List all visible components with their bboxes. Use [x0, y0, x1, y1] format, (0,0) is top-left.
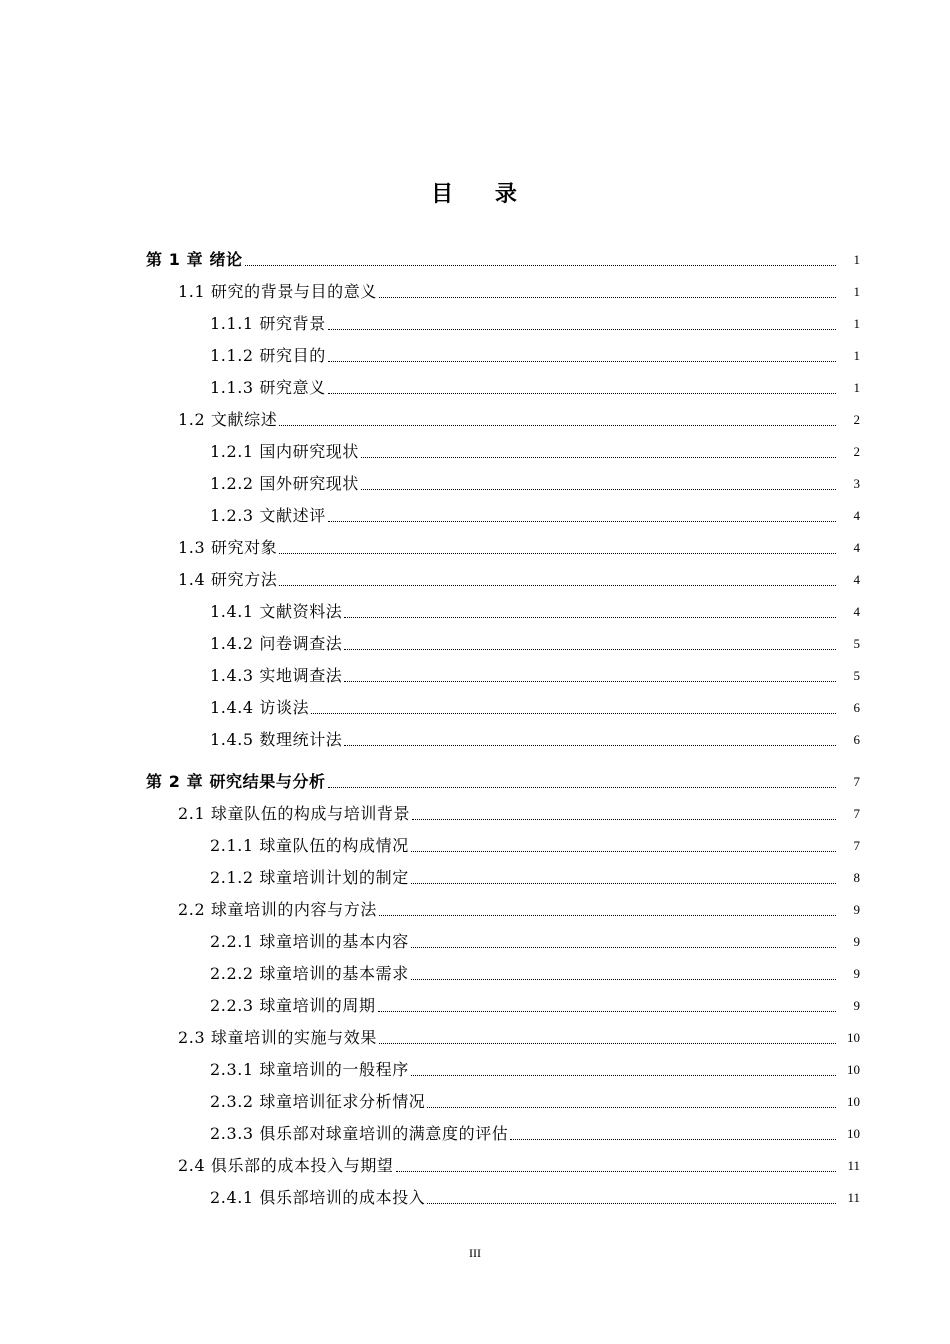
toc-entry[interactable]: [0, 958, 950, 990]
toc-entry[interactable]: [0, 372, 950, 404]
toc-entry-page: 4: [853, 604, 860, 619]
toc-entry-page: 9: [853, 966, 860, 981]
toc-entry-page: 8: [853, 870, 860, 885]
toc-entry-title: 第 1 章 绪论: [146, 250, 243, 269]
dot-leader: [378, 1011, 836, 1012]
toc-entry-title: 2.4.1 俱乐部培训的成本投入: [210, 1188, 426, 1207]
dot-leader: [279, 425, 836, 426]
toc-entry-title: 2.1.1 球童队伍的构成情况: [210, 836, 409, 855]
toc-entry-title: 1.2.2 国外研究现状: [210, 474, 359, 493]
dot-leader: [427, 1203, 836, 1204]
toc-entry[interactable]: [0, 830, 950, 862]
toc-entry-page: 10: [847, 1062, 860, 1077]
toc-entry-title: 2.2 球童培训的内容与方法: [178, 900, 377, 919]
toc-entry[interactable]: [0, 340, 950, 372]
toc-entry[interactable]: [0, 798, 950, 830]
toc-entry[interactable]: [0, 404, 950, 436]
dot-leader: [510, 1139, 836, 1140]
toc-entry[interactable]: [0, 628, 950, 660]
toc-entry-page: 1: [853, 252, 860, 267]
toc-entry[interactable]: [0, 276, 950, 308]
toc-title: 目 录: [431, 182, 519, 207]
dot-leader: [311, 713, 836, 714]
toc-entry-title: 2.2.3 球童培训的周期: [210, 996, 376, 1015]
dot-leader: [344, 745, 836, 746]
toc-entry[interactable]: [0, 468, 950, 500]
toc-entry-title: 1.1.3 研究意义: [210, 378, 326, 397]
toc-entry-page: 11: [847, 1190, 860, 1205]
toc-entry-title: 2.2.2 球童培训的基本需求: [210, 964, 409, 983]
toc-entry-title: 1.4.4 访谈法: [210, 698, 310, 717]
toc-entry[interactable]: [0, 1054, 950, 1086]
toc-entry[interactable]: [0, 1182, 950, 1214]
toc-entry-title: 1.4.3 实地调查法: [210, 666, 343, 685]
toc-entry[interactable]: [0, 1150, 950, 1182]
toc-entry-page: 4: [853, 508, 860, 523]
toc-entry-page: 11: [847, 1158, 860, 1173]
dot-leader: [411, 883, 836, 884]
dot-leader: [411, 851, 836, 852]
toc-entry[interactable]: [0, 308, 950, 340]
dot-leader: [361, 457, 836, 458]
toc-entry-page: 9: [853, 934, 860, 949]
toc-entry-page: 2: [853, 412, 860, 427]
dot-leader: [396, 1171, 836, 1172]
toc-entry-page: 1: [853, 284, 860, 299]
toc-entry-page: 7: [853, 774, 860, 789]
dot-leader: [344, 681, 836, 682]
toc-entry-page: 10: [847, 1030, 860, 1045]
dot-leader: [279, 553, 836, 554]
toc-entry-title: 1.3 研究对象: [178, 538, 278, 557]
toc-entry-page: 6: [853, 700, 860, 715]
toc-entry-title: 2.3.3 俱乐部对球童培训的满意度的评估: [210, 1124, 509, 1143]
toc-entry-title: 2.3.1 球童培训的一般程序: [210, 1060, 409, 1079]
dot-leader: [411, 1075, 836, 1076]
toc-entry-page: 4: [853, 572, 860, 587]
dot-leader: [279, 585, 836, 586]
toc-entry-title: 2.1.2 球童培训计划的制定: [210, 868, 409, 887]
toc-entry-title: 1.2.1 国内研究现状: [210, 442, 359, 461]
toc-entry-page: 4: [853, 540, 860, 555]
dot-leader: [412, 819, 836, 820]
toc-entry-page: 9: [853, 902, 860, 917]
dot-leader: [361, 489, 836, 490]
dot-leader: [344, 649, 836, 650]
dot-leader: [344, 617, 836, 618]
toc-entry-page: 9: [853, 998, 860, 1013]
dot-leader: [328, 329, 836, 330]
toc-entry[interactable]: [0, 436, 950, 468]
toc-entry-page: 2: [853, 444, 860, 459]
toc-entry-title: 1.4.1 文献资料法: [210, 602, 343, 621]
toc-entry-title: 1.1.1 研究背景: [210, 314, 326, 333]
toc-entry[interactable]: [0, 1022, 950, 1054]
toc-entry-title: 1.1 研究的背景与目的意义: [178, 282, 377, 301]
toc-entry-page: 10: [847, 1094, 860, 1109]
dot-leader: [379, 915, 836, 916]
page-number: III: [469, 1246, 481, 1260]
toc-entry-title: 2.4 俱乐部的成本投入与期望: [178, 1156, 394, 1175]
dot-leader: [411, 979, 836, 980]
toc-entry[interactable]: [0, 660, 950, 692]
toc-entry-page: 1: [853, 348, 860, 363]
toc-entry[interactable]: [0, 532, 950, 564]
toc-chapter-entry[interactable]: [0, 766, 950, 798]
toc-chapter-entry[interactable]: [0, 244, 950, 276]
toc-entry[interactable]: [0, 1118, 950, 1150]
toc-entry-title: 2.2.1 球童培训的基本内容: [210, 932, 409, 951]
toc-entry-page: 1: [853, 316, 860, 331]
dot-leader: [379, 297, 836, 298]
toc-entry-title: 1.2.3 文献述评: [210, 506, 326, 525]
toc-entry-page: 7: [853, 838, 860, 853]
toc-entry-page: 6: [853, 732, 860, 747]
toc-entry-title: 第 2 章 研究结果与分析: [146, 772, 326, 791]
toc-entry-title: 1.4.5 数理统计法: [210, 730, 343, 749]
toc-entry-title: 2.3.2 球童培训征求分析情况: [210, 1092, 426, 1111]
toc-entry[interactable]: [0, 862, 950, 894]
toc-entry[interactable]: [0, 500, 950, 532]
toc-entry[interactable]: [0, 564, 950, 596]
toc-entry-page: 3: [853, 476, 860, 491]
dot-leader: [328, 521, 836, 522]
toc-entry-page: 1: [853, 380, 860, 395]
table-of-contents: [0, 244, 950, 1214]
toc-entry[interactable]: [0, 894, 950, 926]
toc-entry-page: 5: [853, 668, 860, 683]
toc-entry-title: 1.2 文献综述: [178, 410, 278, 429]
toc-entry-page: 7: [853, 806, 860, 821]
toc-entry[interactable]: [0, 990, 950, 1022]
toc-entry-title: 1.1.2 研究目的: [210, 346, 326, 365]
dot-leader: [328, 361, 836, 362]
toc-entry-title: 1.4.2 问卷调查法: [210, 634, 343, 653]
toc-entry-title: 1.4 研究方法: [178, 570, 278, 589]
dot-leader: [379, 1043, 836, 1044]
toc-entry-title: 2.3 球童培训的实施与效果: [178, 1028, 377, 1047]
dot-leader: [328, 393, 836, 394]
dot-leader: [245, 265, 836, 266]
dot-leader: [328, 787, 836, 788]
toc-entry[interactable]: [0, 596, 950, 628]
toc-entry-title: 2.1 球童队伍的构成与培训背景: [178, 804, 411, 823]
toc-entry[interactable]: [0, 1086, 950, 1118]
dot-leader: [427, 1107, 836, 1108]
toc-entry[interactable]: [0, 926, 950, 958]
toc-entry-page: 10: [847, 1126, 860, 1141]
dot-leader: [411, 947, 836, 948]
toc-entry-page: 5: [853, 636, 860, 651]
toc-entry[interactable]: [0, 692, 950, 724]
toc-entry[interactable]: [0, 724, 950, 756]
